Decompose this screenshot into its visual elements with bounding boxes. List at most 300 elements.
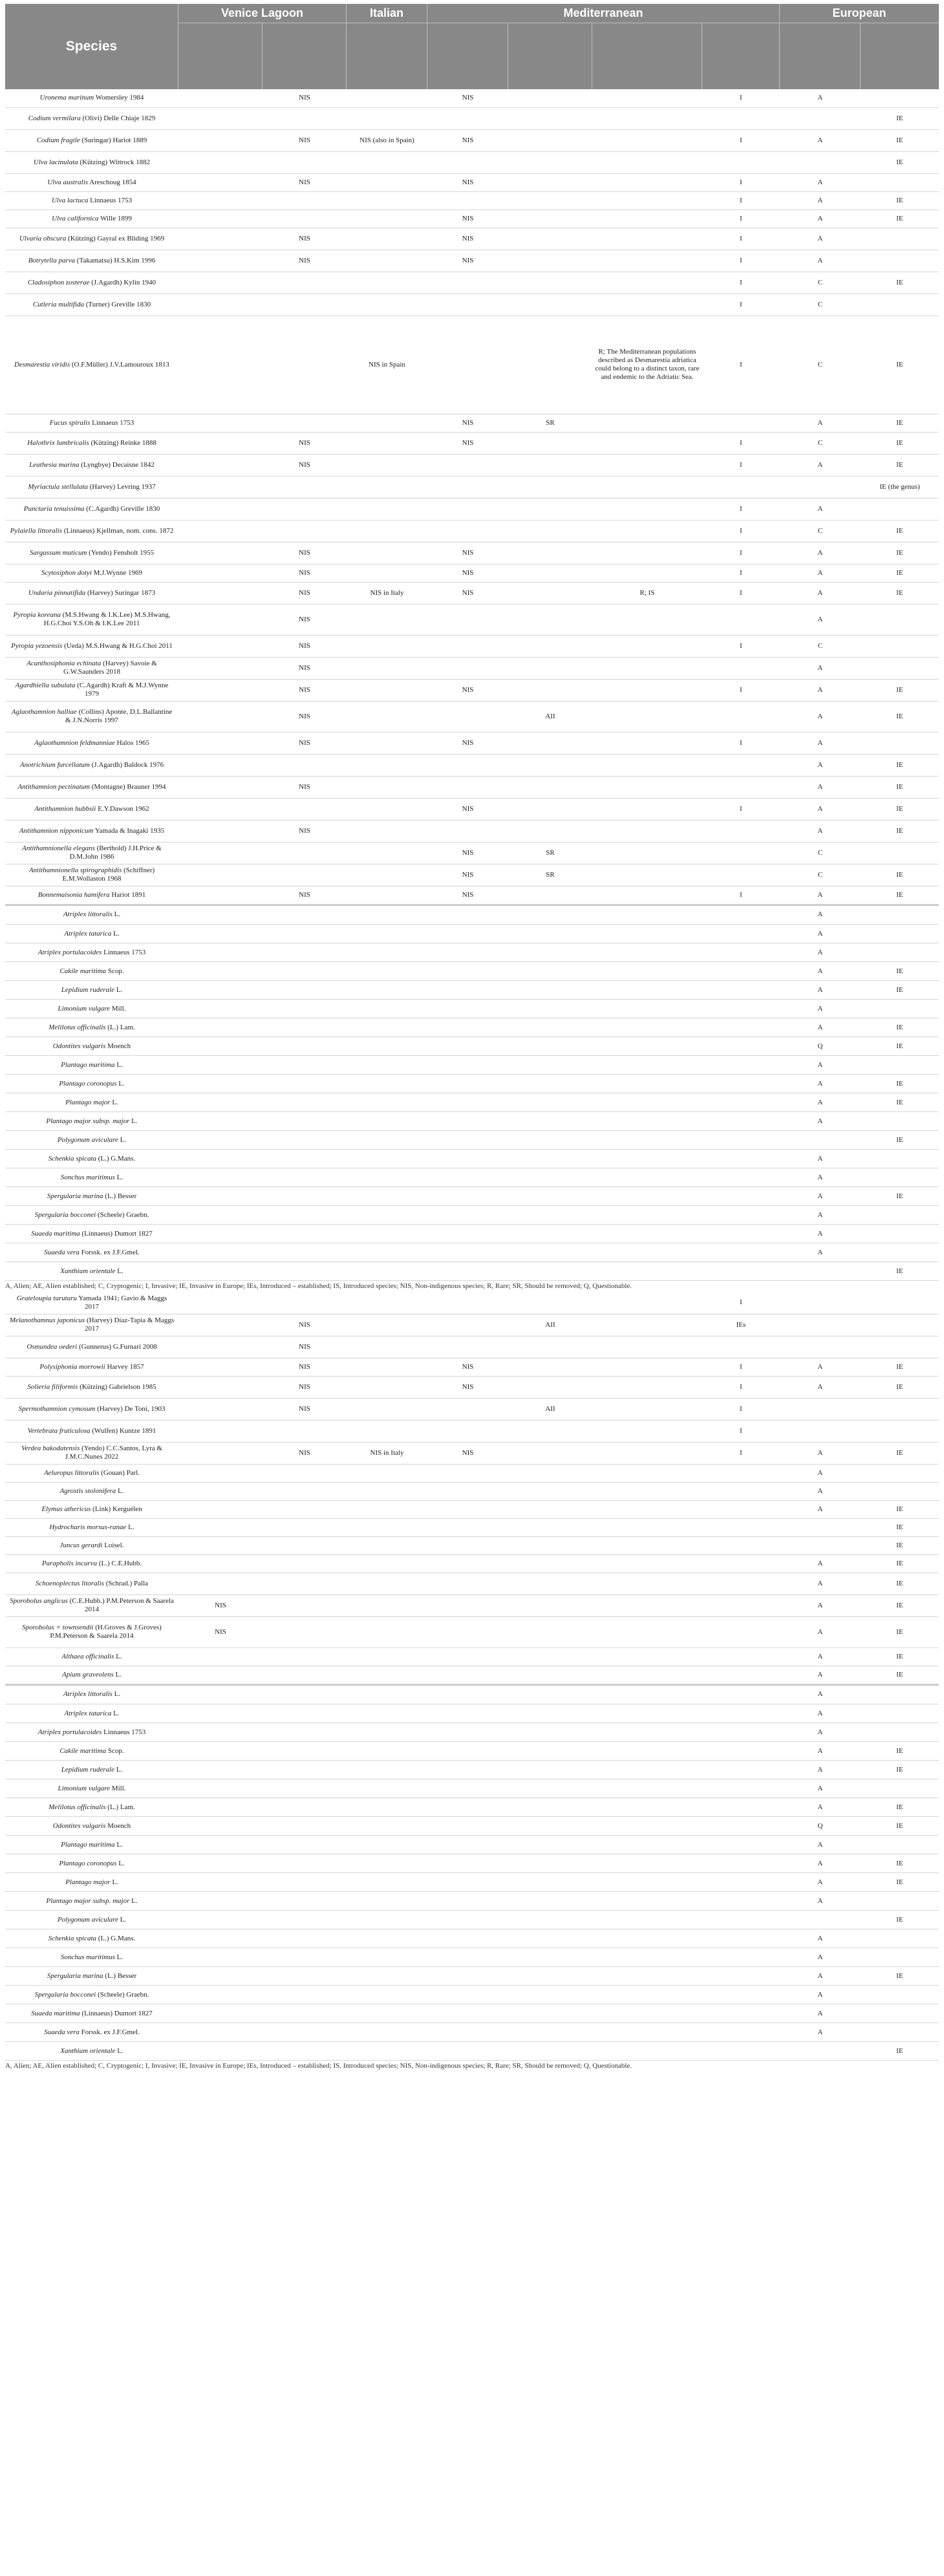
- status-cell: [508, 1854, 592, 1873]
- status-cell: [347, 2023, 427, 2042]
- status-cell: [178, 1243, 263, 1262]
- status-cell: [592, 635, 702, 657]
- status-cell: [780, 1518, 861, 1536]
- status-cell: [702, 943, 780, 962]
- species-binomial: Uronema marinum: [39, 94, 94, 102]
- status-cell: [263, 981, 347, 1000]
- species-cell: [5, 1376, 178, 1398]
- species-authority: (C.Agardh) Kraft & M.J.Wynne 1979: [77, 682, 169, 698]
- status-cell: I: [702, 679, 780, 701]
- status-cell: [592, 1398, 702, 1420]
- status-cell: [861, 604, 939, 635]
- status-cell: [592, 1854, 702, 1873]
- status-cell: [178, 272, 263, 294]
- status-cell: [592, 191, 702, 209]
- status-cell: [427, 1594, 508, 1616]
- status-cell: I: [702, 1376, 780, 1398]
- status-cell: [427, 1836, 508, 1854]
- table-row: [5, 1723, 939, 1742]
- status-cell: [178, 1112, 263, 1131]
- status-cell: [263, 1262, 347, 1281]
- table-row: [5, 1779, 939, 1798]
- species-authority: (Montagne) Brauner 1994: [91, 782, 166, 791]
- table-row: [5, 604, 939, 635]
- species-cell: [5, 1464, 178, 1482]
- status-cell: [427, 820, 508, 842]
- status-cell: [592, 1112, 702, 1131]
- status-cell: A: [780, 1056, 861, 1075]
- status-cell: A: [780, 454, 861, 476]
- species-cell: [5, 432, 178, 454]
- status-cell: [178, 1911, 263, 1929]
- status-cell: [861, 1464, 939, 1482]
- species-authority: L.: [128, 1523, 134, 1531]
- status-cell: C: [780, 864, 861, 886]
- status-cell: [592, 1442, 702, 1464]
- species-authority: Wille 1899: [100, 214, 132, 222]
- species-cell: [5, 906, 178, 925]
- species-authority: (Takamatsu) H.S.Kim 1996: [76, 256, 156, 264]
- status-cell: A: [780, 209, 861, 228]
- species-authority: (Kützing) Wittrock 1882: [80, 158, 151, 166]
- status-cell: [592, 906, 702, 925]
- status-cell: [427, 454, 508, 476]
- status-cell: [178, 820, 263, 842]
- species-binomial: Atriplex portulacoides: [38, 948, 102, 956]
- status-cell: [592, 1056, 702, 1075]
- status-cell: NIS: [263, 679, 347, 701]
- status-cell: [178, 1037, 263, 1056]
- status-cell: [702, 1798, 780, 1817]
- species-authority: L.: [116, 1953, 123, 1961]
- species-cell: [5, 250, 178, 272]
- status-cell: A: [780, 129, 861, 151]
- status-cell: [178, 1518, 263, 1536]
- status-cell: [347, 925, 427, 943]
- status-cell: A: [780, 906, 861, 925]
- status-cell: NIS: [263, 542, 347, 564]
- status-cell: C: [780, 316, 861, 414]
- status-cell: [347, 679, 427, 701]
- species-cell: [5, 414, 178, 432]
- table-row: [5, 1704, 939, 1723]
- species-cell: [5, 476, 178, 498]
- status-cell: [592, 657, 702, 679]
- status-cell: [263, 1836, 347, 1854]
- status-cell: A: [780, 1000, 861, 1018]
- status-cell: [263, 1093, 347, 1112]
- subheader-9: [861, 23, 939, 89]
- status-cell: [427, 1482, 508, 1500]
- status-cell: [263, 1911, 347, 1929]
- species-authority: Mill.: [111, 1784, 126, 1792]
- table-row: [5, 272, 939, 294]
- status-cell: IE: [861, 1616, 939, 1648]
- species-authority: (Kützing) Gayral ex Bliding 1969: [68, 234, 165, 242]
- status-cell: NIS: [427, 432, 508, 454]
- table-row: [5, 657, 939, 679]
- status-cell: [702, 1686, 780, 1704]
- status-cell: [263, 520, 347, 542]
- status-cell: [508, 1648, 592, 1666]
- status-cell: [263, 272, 347, 294]
- status-cell: [702, 981, 780, 1000]
- status-cell: [427, 1873, 508, 1892]
- status-cell: IE: [861, 1854, 939, 1873]
- table-row: [5, 1037, 939, 1056]
- status-cell: [508, 798, 592, 820]
- status-cell: [427, 1037, 508, 1056]
- table-row: [5, 1206, 939, 1225]
- status-cell: [592, 1262, 702, 1281]
- status-cell: [508, 1686, 592, 1704]
- species-binomial: Antithamnionella elegans: [22, 844, 95, 852]
- species-cell: [5, 657, 178, 679]
- status-cell: [427, 925, 508, 943]
- table-row: [5, 1648, 939, 1666]
- status-cell: [508, 1572, 592, 1594]
- status-cell: [592, 498, 702, 520]
- status-cell: [178, 173, 263, 191]
- status-cell: [347, 564, 427, 582]
- status-cell: NIS: [263, 1376, 347, 1398]
- table-row: [5, 1243, 939, 1262]
- species-authority: (L.) C.E.Hubb.: [98, 1559, 142, 1567]
- species-authority: (L.) Lam.: [107, 1803, 135, 1811]
- species-binomial: Sargassum muticum: [29, 548, 87, 557]
- species-authority: L.: [117, 1267, 123, 1275]
- status-cell: [263, 1000, 347, 1018]
- species-authority: L.: [131, 1896, 138, 1905]
- status-cell: A: [780, 1464, 861, 1482]
- table-row: [5, 1292, 939, 1314]
- species-authority: L.: [116, 1652, 122, 1660]
- species-binomial: Verdea bakodatensis: [21, 1444, 80, 1452]
- species-binomial: Spergularia bocconei: [34, 1210, 96, 1219]
- table-row: [5, 107, 939, 129]
- table-row: [5, 2004, 939, 2023]
- species-authority: L.: [115, 1670, 122, 1679]
- species-authority: (L.) Besser: [105, 1971, 137, 1980]
- species-cell: [5, 520, 178, 542]
- status-cell: [347, 864, 427, 886]
- status-cell: A: [780, 754, 861, 776]
- status-cell: [178, 316, 263, 414]
- species-cell: [5, 1572, 178, 1594]
- status-cell: A: [780, 1854, 861, 1873]
- status-cell: IE: [861, 754, 939, 776]
- status-cell: [263, 1761, 347, 1779]
- species-cell: [5, 1225, 178, 1243]
- status-cell: [178, 657, 263, 679]
- status-cell: [347, 1854, 427, 1873]
- species-binomial: Xanthium orientale: [60, 1267, 116, 1275]
- status-cell: [780, 476, 861, 498]
- status-cell: [347, 1056, 427, 1075]
- status-cell: NIS: [263, 89, 347, 107]
- status-cell: [347, 476, 427, 498]
- species-binomial: Ulva australis: [47, 178, 89, 186]
- species-binomial: Antithamnionella spirographidis: [28, 866, 122, 874]
- species-authority: (Berthold) J.H.Price & D.M.John 1986: [69, 844, 162, 861]
- table-row: [5, 981, 939, 1000]
- status-cell: [861, 228, 939, 250]
- status-cell: [861, 250, 939, 272]
- status-cell: [592, 1168, 702, 1187]
- status-cell: [861, 1000, 939, 1018]
- species-binomial: Lepidium ruderale: [61, 985, 114, 994]
- status-cell: [508, 925, 592, 943]
- status-cell: [592, 1420, 702, 1442]
- species-cell: [5, 1742, 178, 1761]
- status-cell: IE: [861, 1572, 939, 1594]
- status-cell: [861, 1225, 939, 1243]
- status-cell: [178, 582, 263, 604]
- status-cell: A: [780, 414, 861, 432]
- species-authority: (Yendo) Fensholt 1955: [89, 548, 155, 557]
- species-authority: (Schiffner) E.M.Wollaston 1968: [62, 866, 155, 883]
- status-cell: [347, 635, 427, 657]
- status-cell: [702, 1892, 780, 1911]
- status-cell: IE: [861, 520, 939, 542]
- species-authority: L.: [116, 1173, 123, 1181]
- status-cell: [508, 173, 592, 191]
- status-cell: [861, 2004, 939, 2023]
- status-cell: NIS: [427, 798, 508, 820]
- status-cell: [347, 820, 427, 842]
- status-cell: A: [780, 564, 861, 582]
- status-cell: [592, 173, 702, 191]
- species-authority: Scop.: [107, 1746, 124, 1755]
- status-cell: [178, 107, 263, 129]
- species-cell: [5, 798, 178, 820]
- status-cell: [347, 1225, 427, 1243]
- status-cell: [592, 151, 702, 173]
- status-cell: [780, 1536, 861, 1554]
- species-cell: [5, 1518, 178, 1536]
- status-cell: [592, 1742, 702, 1761]
- species-authority: L.: [118, 1079, 125, 1088]
- status-cell: [263, 906, 347, 925]
- status-cell: [347, 1892, 427, 1911]
- status-cell: [702, 107, 780, 129]
- status-cell: A: [780, 1112, 861, 1131]
- status-cell: NIS: [263, 129, 347, 151]
- status-cell: [178, 250, 263, 272]
- species-authority: Yamada 1941; Gavio & Maggs 2017: [78, 1294, 167, 1311]
- status-cell: NIS: [263, 604, 347, 635]
- status-cell: [263, 1572, 347, 1594]
- species-authority: (Olivi) Delle Chiaje 1829: [82, 114, 156, 122]
- status-cell: [508, 981, 592, 1000]
- status-cell: [861, 1314, 939, 1336]
- status-cell: [263, 1187, 347, 1206]
- status-cell: [592, 1225, 702, 1243]
- species-authority: Halos 1965: [116, 738, 150, 747]
- status-cell: [263, 2004, 347, 2023]
- status-cell: NIS: [427, 564, 508, 582]
- status-cell: [427, 1420, 508, 1442]
- status-cell: [427, 1779, 508, 1798]
- status-cell: [347, 732, 427, 754]
- status-cell: [508, 1948, 592, 1967]
- status-cell: [508, 635, 592, 657]
- status-cell: [263, 1817, 347, 1836]
- status-cell: [347, 1150, 427, 1168]
- species-authority: Linnaeus 1753: [90, 196, 133, 204]
- status-cell: [508, 1911, 592, 1929]
- status-cell: NIS: [427, 679, 508, 701]
- status-cell: [508, 1376, 592, 1398]
- species-cell: [5, 209, 178, 228]
- species-cell: [5, 925, 178, 943]
- status-cell: [702, 1854, 780, 1873]
- status-cell: [178, 454, 263, 476]
- species-binomial: Ulva californica: [52, 214, 99, 222]
- subheader-8: [780, 23, 861, 89]
- status-cell: [861, 1929, 939, 1948]
- status-cell: [702, 2004, 780, 2023]
- table-row: [5, 1742, 939, 1761]
- status-cell: NIS: [263, 1358, 347, 1376]
- species-authority: Hariot 1891: [111, 890, 146, 899]
- status-cell: [592, 1206, 702, 1225]
- species-binomial: Fucus spiralis: [49, 418, 91, 427]
- status-cell: I: [702, 886, 780, 904]
- status-cell: A: [780, 228, 861, 250]
- status-cell: [178, 1150, 263, 1168]
- status-cell: [702, 1243, 780, 1262]
- status-cell: NIS: [427, 1376, 508, 1398]
- status-cell: [263, 1779, 347, 1798]
- species-authority: L.: [120, 1135, 127, 1144]
- species-cell: [5, 542, 178, 564]
- status-cell: [178, 1929, 263, 1948]
- status-cell: [427, 981, 508, 1000]
- status-cell: R; IS: [592, 582, 702, 604]
- status-cell: C: [780, 520, 861, 542]
- species-cell: [5, 1093, 178, 1112]
- species-binomial: Grateloupia turuturu: [16, 1294, 77, 1302]
- species-binomial: Limonium vulgare: [58, 1004, 111, 1013]
- status-cell: [702, 1572, 780, 1594]
- table-row: [5, 1929, 939, 1948]
- status-cell: [780, 151, 861, 173]
- status-cell: [427, 1150, 508, 1168]
- status-cell: [347, 1911, 427, 1929]
- status-cell: [592, 1500, 702, 1518]
- status-cell: I: [702, 228, 780, 250]
- status-cell: [592, 1075, 702, 1093]
- status-cell: [702, 1000, 780, 1018]
- species-cell: [5, 754, 178, 776]
- status-cell: [702, 754, 780, 776]
- status-cell: [263, 1948, 347, 1967]
- status-cell: [861, 1420, 939, 1442]
- species-binomial: Pyropia yezoensis: [11, 641, 63, 650]
- species-authority: (Kützing) Reinke 1888: [91, 438, 156, 447]
- status-cell: [263, 1798, 347, 1817]
- status-cell: I: [702, 564, 780, 582]
- status-cell: NIS: [427, 89, 508, 107]
- status-cell: I: [702, 1442, 780, 1464]
- status-cell: [347, 1986, 427, 2004]
- status-cell: [780, 1292, 861, 1314]
- status-cell: [347, 604, 427, 635]
- status-cell: NIS: [427, 173, 508, 191]
- status-cell: [780, 1314, 861, 1336]
- status-cell: [263, 414, 347, 432]
- status-cell: [427, 1704, 508, 1723]
- table-row: [5, 1554, 939, 1572]
- species-authority: L.: [114, 1690, 121, 1699]
- status-cell: A: [780, 1742, 861, 1761]
- status-cell: [178, 732, 263, 754]
- status-cell: [702, 1131, 780, 1150]
- status-cell: [702, 1554, 780, 1572]
- table-row: [5, 1075, 939, 1093]
- status-cell: [702, 1594, 780, 1616]
- table-row: [5, 1168, 939, 1187]
- status-cell: [508, 1464, 592, 1482]
- status-cell: [263, 1150, 347, 1168]
- status-cell: [861, 1986, 939, 2004]
- species-cell: [5, 2042, 178, 2061]
- group-header-european: European: [780, 4, 939, 23]
- species-table-page: [5, 4, 939, 2072]
- subheader-5: [508, 23, 592, 89]
- status-cell: NIS: [263, 701, 347, 732]
- status-cell: [861, 1056, 939, 1075]
- status-cell: [178, 1836, 263, 1854]
- species-binomial: Botrytella parva: [28, 256, 76, 264]
- status-cell: [592, 1518, 702, 1536]
- species-binomial: Plantago coronopus: [59, 1079, 117, 1088]
- status-cell: [702, 1986, 780, 2004]
- status-cell: A: [780, 1225, 861, 1243]
- status-cell: [347, 701, 427, 732]
- status-cell: [702, 604, 780, 635]
- species-cell: [5, 1131, 178, 1150]
- species-cell: [5, 842, 178, 864]
- status-cell: [347, 1112, 427, 1131]
- status-cell: A: [780, 1093, 861, 1112]
- species-cell: [5, 1112, 178, 1131]
- status-cell: [508, 294, 592, 316]
- status-cell: [427, 657, 508, 679]
- status-cell: [702, 1779, 780, 1798]
- species-authority: (Linnaeus) Dumort 1827: [81, 1229, 153, 1238]
- status-cell: [427, 1000, 508, 1018]
- status-cell: [702, 962, 780, 981]
- status-cell: NIS: [427, 209, 508, 228]
- status-cell: NIS in Italy: [347, 582, 427, 604]
- status-cell: [427, 498, 508, 520]
- status-cell: [263, 1892, 347, 1911]
- species-cell: [5, 635, 178, 657]
- status-cell: NIS in Spain: [347, 316, 427, 414]
- species-cell: [5, 1836, 178, 1854]
- species-binomial: Plantago major: [65, 1098, 111, 1106]
- status-cell: [347, 1873, 427, 1892]
- status-cell: [347, 250, 427, 272]
- status-cell: I: [702, 129, 780, 151]
- status-cell: [347, 1376, 427, 1398]
- status-cell: [347, 1948, 427, 1967]
- status-cell: I: [702, 542, 780, 564]
- status-cell: [178, 798, 263, 820]
- status-cell: [347, 1398, 427, 1420]
